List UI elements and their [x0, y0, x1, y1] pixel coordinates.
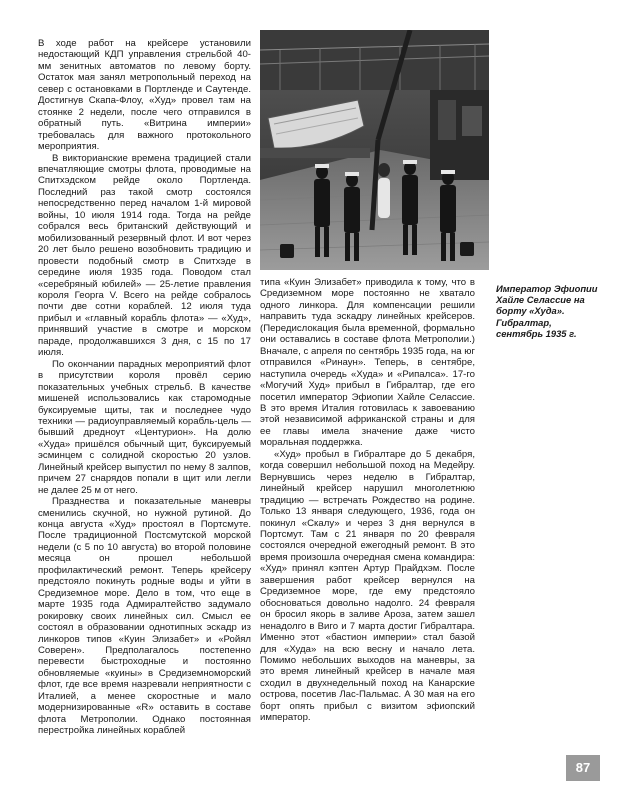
paragraph: По окончании парадных мероприятий флот в присутствии короля провёл серию показательных учебных стрельб. В качестве мишеней использовались как старомодные буксируемые щиты, так и последнее чудо техники — радиоуправляемый корабль-цель — бывший дредноут «Центурион». На долю «Худа» пришёлся обычный щит, буксируемый эсминцем с солидной скоростью 20 узлов. Линейный крейсер выпустил по нему 8 залпов, причем 27 снарядов попали в щит или легли не далее 25 м от него. — [38, 358, 251, 496]
page-number: 87 — [566, 755, 600, 781]
paragraph: типа «Куин Элизабет» приводила к тому, что в Средиземном море постоянно не хватало одного линкора. Для компенсации решили направить туда эскадру линейных крейсеров. (Передислокация была временной, формально они оставались в составе флота Метрополии.) Вначале, с апреля по сентябрь 1935 года, на юг отправился «Ринаун». Теперь, в сентябре, наступила очередь «Худа» и «Рипалса». 17-го «Могучий Худ» прибыл в Гибралтар, где его посетил император Эфиопии Хайле Селассие. В это время Италия готовилась к завоеванию этой независимой африканской страны и для ее главы имела значение даже чисто моральная поддержка. — [260, 277, 475, 449]
ship-deck-photo-icon — [260, 30, 489, 270]
paragraph: «Худ» пробыл в Гибралтаре до 5 декабря, когда совершил небольшой поход на Медейру. Вернувшись через неделю в Гибралтар, линейный крейсер нарушил многолетнюю традицию — встречать Рождество на родине. Только 13 января следующего, 1936, года он покинул «Скалу» и через 3 дня вернулся в Портсмут. Там с 21 января по 20 февраля состоялся очередной ежегодный ремонт. В это время произошла очередная смена командира: «Худ» принял кэптен Артур Прайдхэм. После завершения работ крейсер вернулся на Средиземное море, где ему предстояло обосноваться довольно надолго. 24 февраля он бросил якорь в заливе Ароза, затем зашел ненадолго в Виго и 7 марта достиг Гибралтара. Именно этот «бастион империи» стал базой для «Худа» на всю весну и начало лета. Помимо небольших выходов на маневры, за это время линейный крейсер в начале мая сходил в двухнедельный поход на Канарские острова, посетив Лас-Пальмас. А 30 мая на его борт опять прибыл с визитом эфиопский император. — [260, 448, 475, 724]
article-left-column — [38, 38, 251, 737]
paragraph: В ходе работ на крейсере установили недостающий КДП управления стрельбой 40-мм зенитных автоматов по левому борту. Остаток мая занял метропольный переход на север с остановками в Портленде и Саутенде. Достигнув Скапа-Флоу, «Худ» провел там на стоянке 2 недели, после чего отправился в обратный путь. «Витрина империи» требовалась для важного протокольного мероприятия. — [38, 38, 251, 153]
photo-caption: Император Эфиопии Хайле Селассие на борту «Худа». Гибралтар, сентябрь 1935 г. — [496, 283, 598, 339]
paragraph: В викторианские времена традицией стали впечатляющие смотры флота, проводимые на Спитхэдском рейде около Портленда. Последний раз такой смотр состоялся непосредственно перед началом 1-й мировой войны, 10 июля 1914 года. Тогда на рейде собрался весь британский действующий и мобилизованный резервный флот. И вот через 20 лет было решено возобновить традицию и провести подобный смотр в Спитхэде в середине июля 1935 года. Поводом стал «серебряный юбилей» — 25-летие правления короля Георга V. Всего на рейде собралось почти две сотни кораблей. 12 июля туда прибыл и «главный корабль флота» — «Худ», принявший участие в смотре и морском параде, продолжавшихся 3 дня, с 15 по 17 июля. — [38, 152, 251, 359]
article-middle-column — [260, 277, 475, 724]
paragraph: Празднества и показательные маневры сменились скучной, но нужной рутиной. До конца августа «Худ» простоял в Портсмуте. После традиционной Постсмутской морской недели (с 5 по 10 августа) во второй половине месяца он прошел небольшой профилактический ремонт. Теперь крейсеру предстояло покинуть родные воды и уйти в Средиземное море. Дело в том, что еще в марте 1935 года Адмиралтейство задумало рокировку своих линейных сил. Смысл ее состоял в образовании однотипных эскадр из линкоров типов «Куин Элизабет» и «Ройял Соверен». Предполагалось постепенно перевести быстроходные и постоянно обновляемые «куины» в Средиземноморский флот, где все время назревали неприятности с Италией, а менее скоростные и мало модернизированные «R» оставить в составе флота Метрополии. Однако постоянная перестройка линейных кораблей — [38, 496, 251, 737]
